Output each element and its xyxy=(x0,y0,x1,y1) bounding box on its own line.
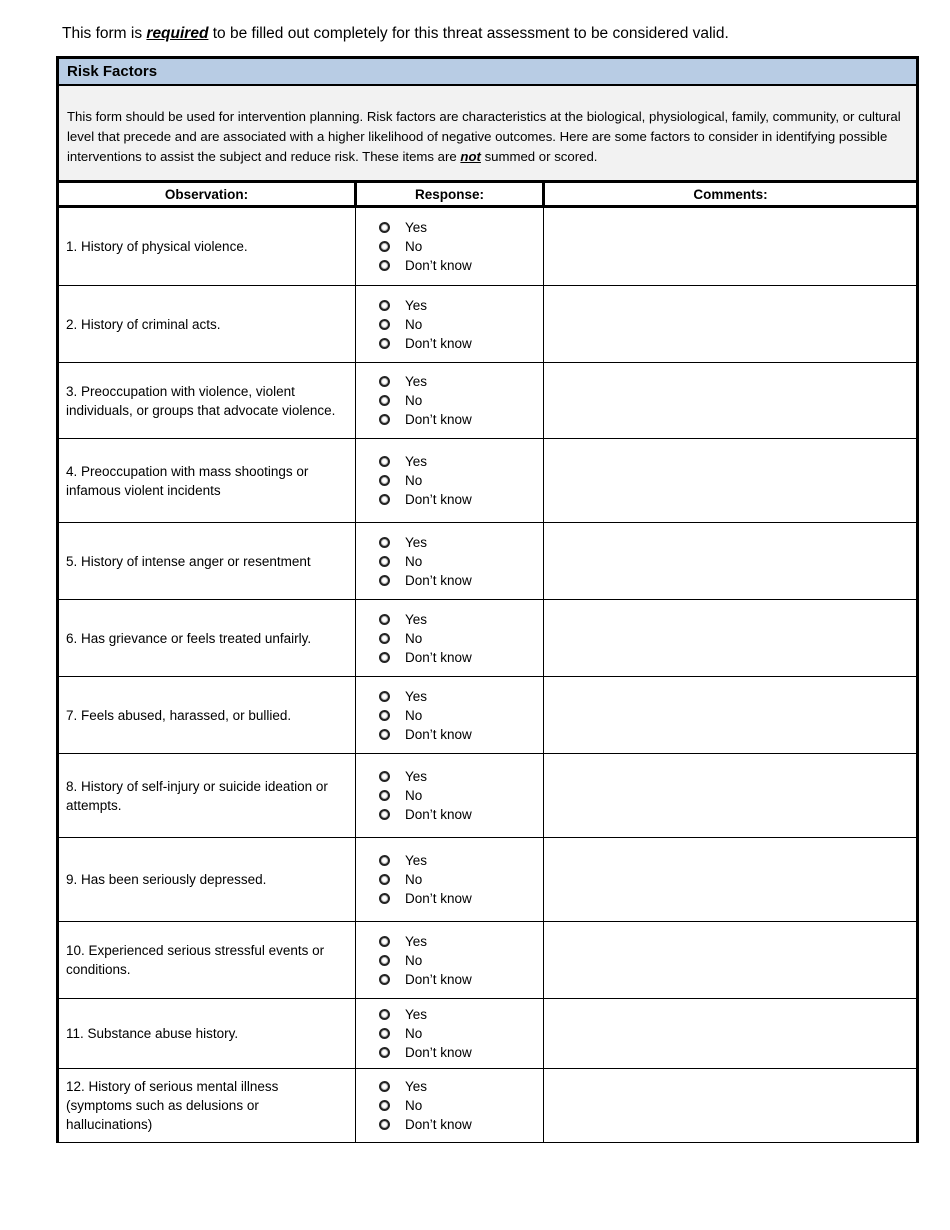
yes-radio[interactable] xyxy=(379,1009,390,1020)
option-label: Don’t know xyxy=(405,412,472,427)
column-header-observation: Observation: xyxy=(59,183,356,207)
yes-option[interactable] xyxy=(379,610,543,629)
dont-know-option[interactable] xyxy=(379,571,543,590)
option-label: No xyxy=(405,1098,423,1113)
option-label: Yes xyxy=(405,1007,428,1022)
observation-cell: 5. History of intense anger or resentment xyxy=(59,523,356,600)
yes-option[interactable] xyxy=(379,218,543,237)
observation-cell: 8. History of self-injury or suicide ideation or attempts. xyxy=(59,754,356,838)
dont-know-radio[interactable] xyxy=(379,974,390,985)
option-label: No xyxy=(405,316,423,332)
no-radio[interactable] xyxy=(379,955,390,966)
yes-radio[interactable] xyxy=(379,855,390,866)
response-cell xyxy=(356,677,544,754)
option-label: Don’t know xyxy=(405,649,472,665)
yes-radio[interactable] xyxy=(379,222,390,233)
no-option[interactable] xyxy=(379,1096,543,1115)
comments-cell[interactable] xyxy=(544,600,917,677)
response-cell xyxy=(356,523,544,600)
no-option[interactable] xyxy=(379,391,543,410)
option-label: Yes xyxy=(405,534,428,550)
dont-know-radio[interactable] xyxy=(379,652,390,663)
yes-option[interactable] xyxy=(379,687,543,706)
response-cell xyxy=(356,207,544,286)
yes-option[interactable] xyxy=(379,767,543,786)
comments-cell[interactable] xyxy=(544,922,917,999)
option-label: Don’t know xyxy=(405,726,472,742)
observation-cell: 1. History of physical violence. xyxy=(59,207,356,286)
observation-cell: 12. History of serious mental illness (symptoms such as delusions or hallucinations) xyxy=(59,1069,356,1143)
description-emphasis: not xyxy=(460,149,481,164)
dont-know-option[interactable] xyxy=(379,970,543,989)
dont-know-radio[interactable] xyxy=(379,1119,390,1130)
comments-cell[interactable] xyxy=(544,838,917,922)
yes-option[interactable] xyxy=(379,1077,543,1096)
response-cell xyxy=(356,1069,544,1143)
option-label: Don’t know xyxy=(405,807,472,822)
comments-cell[interactable] xyxy=(544,207,917,286)
section-title: Risk Factors xyxy=(59,59,916,86)
option-label: No xyxy=(405,1026,423,1041)
dont-know-option[interactable] xyxy=(379,805,543,824)
option-label: No xyxy=(405,872,423,887)
option-label: Don’t know xyxy=(405,891,472,906)
yes-radio[interactable] xyxy=(379,771,390,782)
yes-option[interactable] xyxy=(379,452,543,471)
comments-cell[interactable] xyxy=(544,286,917,363)
option-label: Don’t know xyxy=(405,335,472,351)
table-row xyxy=(59,207,916,286)
instruction-text: This form is xyxy=(62,25,147,42)
option-label: No xyxy=(405,239,423,254)
instruction-emphasis: required xyxy=(146,25,209,42)
observation-cell: 6. Has grievance or feels treated unfairly. xyxy=(59,600,356,677)
option-label: Yes xyxy=(405,1079,428,1094)
no-option[interactable] xyxy=(379,786,543,805)
dont-know-radio[interactable] xyxy=(379,575,390,586)
option-label: Don’t know xyxy=(405,971,472,987)
option-label: Don’t know xyxy=(405,572,472,588)
dont-know-radio[interactable] xyxy=(379,729,390,740)
no-option[interactable] xyxy=(379,315,543,334)
dont-know-radio[interactable] xyxy=(379,338,390,349)
response-cell xyxy=(356,838,544,922)
table-row xyxy=(59,363,916,439)
description-text-end: summed or scored. xyxy=(480,149,598,164)
table-row xyxy=(59,286,916,363)
section-description xyxy=(59,86,916,183)
no-option[interactable] xyxy=(379,870,543,889)
no-radio[interactable] xyxy=(379,556,390,567)
yes-radio[interactable] xyxy=(379,691,390,702)
dont-know-option[interactable] xyxy=(379,1115,543,1134)
dont-know-option[interactable] xyxy=(379,725,543,744)
table-row xyxy=(59,439,916,523)
comments-cell[interactable] xyxy=(544,677,917,754)
comments-cell[interactable] xyxy=(544,754,917,838)
no-radio[interactable] xyxy=(379,395,390,406)
comments-cell[interactable] xyxy=(544,523,917,600)
dont-know-radio[interactable] xyxy=(379,260,390,271)
no-radio[interactable] xyxy=(379,790,390,801)
no-radio[interactable] xyxy=(379,633,390,644)
option-label: No xyxy=(405,553,423,569)
yes-radio[interactable] xyxy=(379,456,390,467)
option-label: No xyxy=(405,952,423,968)
response-cell xyxy=(356,922,544,999)
table-row xyxy=(59,600,916,677)
dont-know-option[interactable] xyxy=(379,256,543,275)
comments-cell[interactable] xyxy=(544,439,917,523)
yes-option[interactable] xyxy=(379,372,543,391)
response-cell xyxy=(356,439,544,523)
option-label: Yes xyxy=(405,454,428,469)
option-label: Don’t know xyxy=(405,1045,472,1060)
dont-know-option[interactable] xyxy=(379,889,543,908)
no-radio[interactable] xyxy=(379,1100,390,1111)
dont-know-radio[interactable] xyxy=(379,494,390,505)
dont-know-radio[interactable] xyxy=(379,1047,390,1058)
option-label: Don’t know xyxy=(405,1117,472,1132)
option-label: No xyxy=(405,630,423,646)
dont-know-option[interactable] xyxy=(379,410,543,429)
yes-option[interactable] xyxy=(379,296,543,315)
yes-option[interactable] xyxy=(379,1005,543,1024)
instruction-text-end: to be filled out completely for this threat assessment to be considered valid. xyxy=(208,25,729,42)
option-label: No xyxy=(405,788,423,803)
no-radio[interactable] xyxy=(379,319,390,330)
no-option[interactable] xyxy=(379,1024,543,1043)
option-label: Yes xyxy=(405,374,428,389)
response-cell xyxy=(356,754,544,838)
dont-know-option[interactable] xyxy=(379,648,543,667)
option-label: Yes xyxy=(405,220,428,235)
dont-know-radio[interactable] xyxy=(379,414,390,425)
option-label: No xyxy=(405,707,423,723)
dont-know-option[interactable] xyxy=(379,334,543,353)
option-label: Yes xyxy=(405,853,428,868)
risk-factor-table xyxy=(59,183,916,1143)
no-option[interactable] xyxy=(379,237,543,256)
no-radio[interactable] xyxy=(379,1028,390,1039)
comments-cell[interactable] xyxy=(544,999,917,1069)
option-label: No xyxy=(405,393,423,408)
dont-know-radio[interactable] xyxy=(379,809,390,820)
response-cell xyxy=(356,363,544,439)
no-option[interactable] xyxy=(379,951,543,970)
risk-factors-form xyxy=(56,56,919,1143)
yes-radio[interactable] xyxy=(379,614,390,625)
dont-know-option[interactable] xyxy=(379,1043,543,1062)
table-row xyxy=(59,999,916,1069)
yes-radio[interactable] xyxy=(379,1081,390,1092)
observation-cell: 11. Substance abuse history. xyxy=(59,999,356,1069)
observation-cell: 9. Has been seriously depressed. xyxy=(59,838,356,922)
no-radio[interactable] xyxy=(379,710,390,721)
option-label: Yes xyxy=(405,769,428,784)
column-header-response: Response: xyxy=(356,183,544,207)
yes-radio[interactable] xyxy=(379,537,390,548)
option-label: Yes xyxy=(405,933,428,949)
table-row xyxy=(59,677,916,754)
no-option[interactable] xyxy=(379,471,543,490)
no-radio[interactable] xyxy=(379,475,390,486)
yes-radio[interactable] xyxy=(379,300,390,311)
yes-option[interactable] xyxy=(379,851,543,870)
option-label: Don’t know xyxy=(405,492,472,507)
no-option[interactable] xyxy=(379,706,543,725)
no-option[interactable] xyxy=(379,629,543,648)
dont-know-option[interactable] xyxy=(379,490,543,509)
response-cell xyxy=(356,999,544,1069)
no-radio[interactable] xyxy=(379,874,390,885)
dont-know-radio[interactable] xyxy=(379,893,390,904)
yes-option[interactable] xyxy=(379,533,543,552)
column-header-comments: Comments: xyxy=(544,183,917,207)
description-text: This form should be used for intervention planning. Risk factors are characteristics at the biological, physiological, family, community, or cultural level that precede and are associated with a higher likelihood of negative outcomes. Here are some factors to consider in identifying possible interventions to assist the subject and reduce risk. These items are xyxy=(67,109,901,164)
option-label: Don’t know xyxy=(405,258,472,273)
table-row xyxy=(59,838,916,922)
option-label: Yes xyxy=(405,688,428,704)
no-radio[interactable] xyxy=(379,241,390,252)
response-cell xyxy=(356,286,544,363)
observation-cell: 7. Feels abused, harassed, or bullied. xyxy=(59,677,356,754)
comments-cell[interactable] xyxy=(544,1069,917,1143)
table-row xyxy=(59,922,916,999)
comments-cell[interactable] xyxy=(544,363,917,439)
no-option[interactable] xyxy=(379,552,543,571)
observation-cell: 10. Experienced serious stressful events or conditions. xyxy=(59,922,356,999)
option-label: No xyxy=(405,473,423,488)
table-row xyxy=(59,1069,916,1143)
form-instruction xyxy=(62,25,729,43)
yes-radio[interactable] xyxy=(379,936,390,947)
option-label: Yes xyxy=(405,611,428,627)
table-row xyxy=(59,523,916,600)
yes-option[interactable] xyxy=(379,932,543,951)
yes-radio[interactable] xyxy=(379,376,390,387)
table-row xyxy=(59,754,916,838)
option-label: Yes xyxy=(405,297,428,313)
observation-cell: 3. Preoccupation with violence, violent individuals, or groups that advocate violence. xyxy=(59,363,356,439)
observation-cell: 4. Preoccupation with mass shootings or infamous violent incidents xyxy=(59,439,356,523)
response-cell xyxy=(356,600,544,677)
observation-cell: 2. History of criminal acts. xyxy=(59,286,356,363)
